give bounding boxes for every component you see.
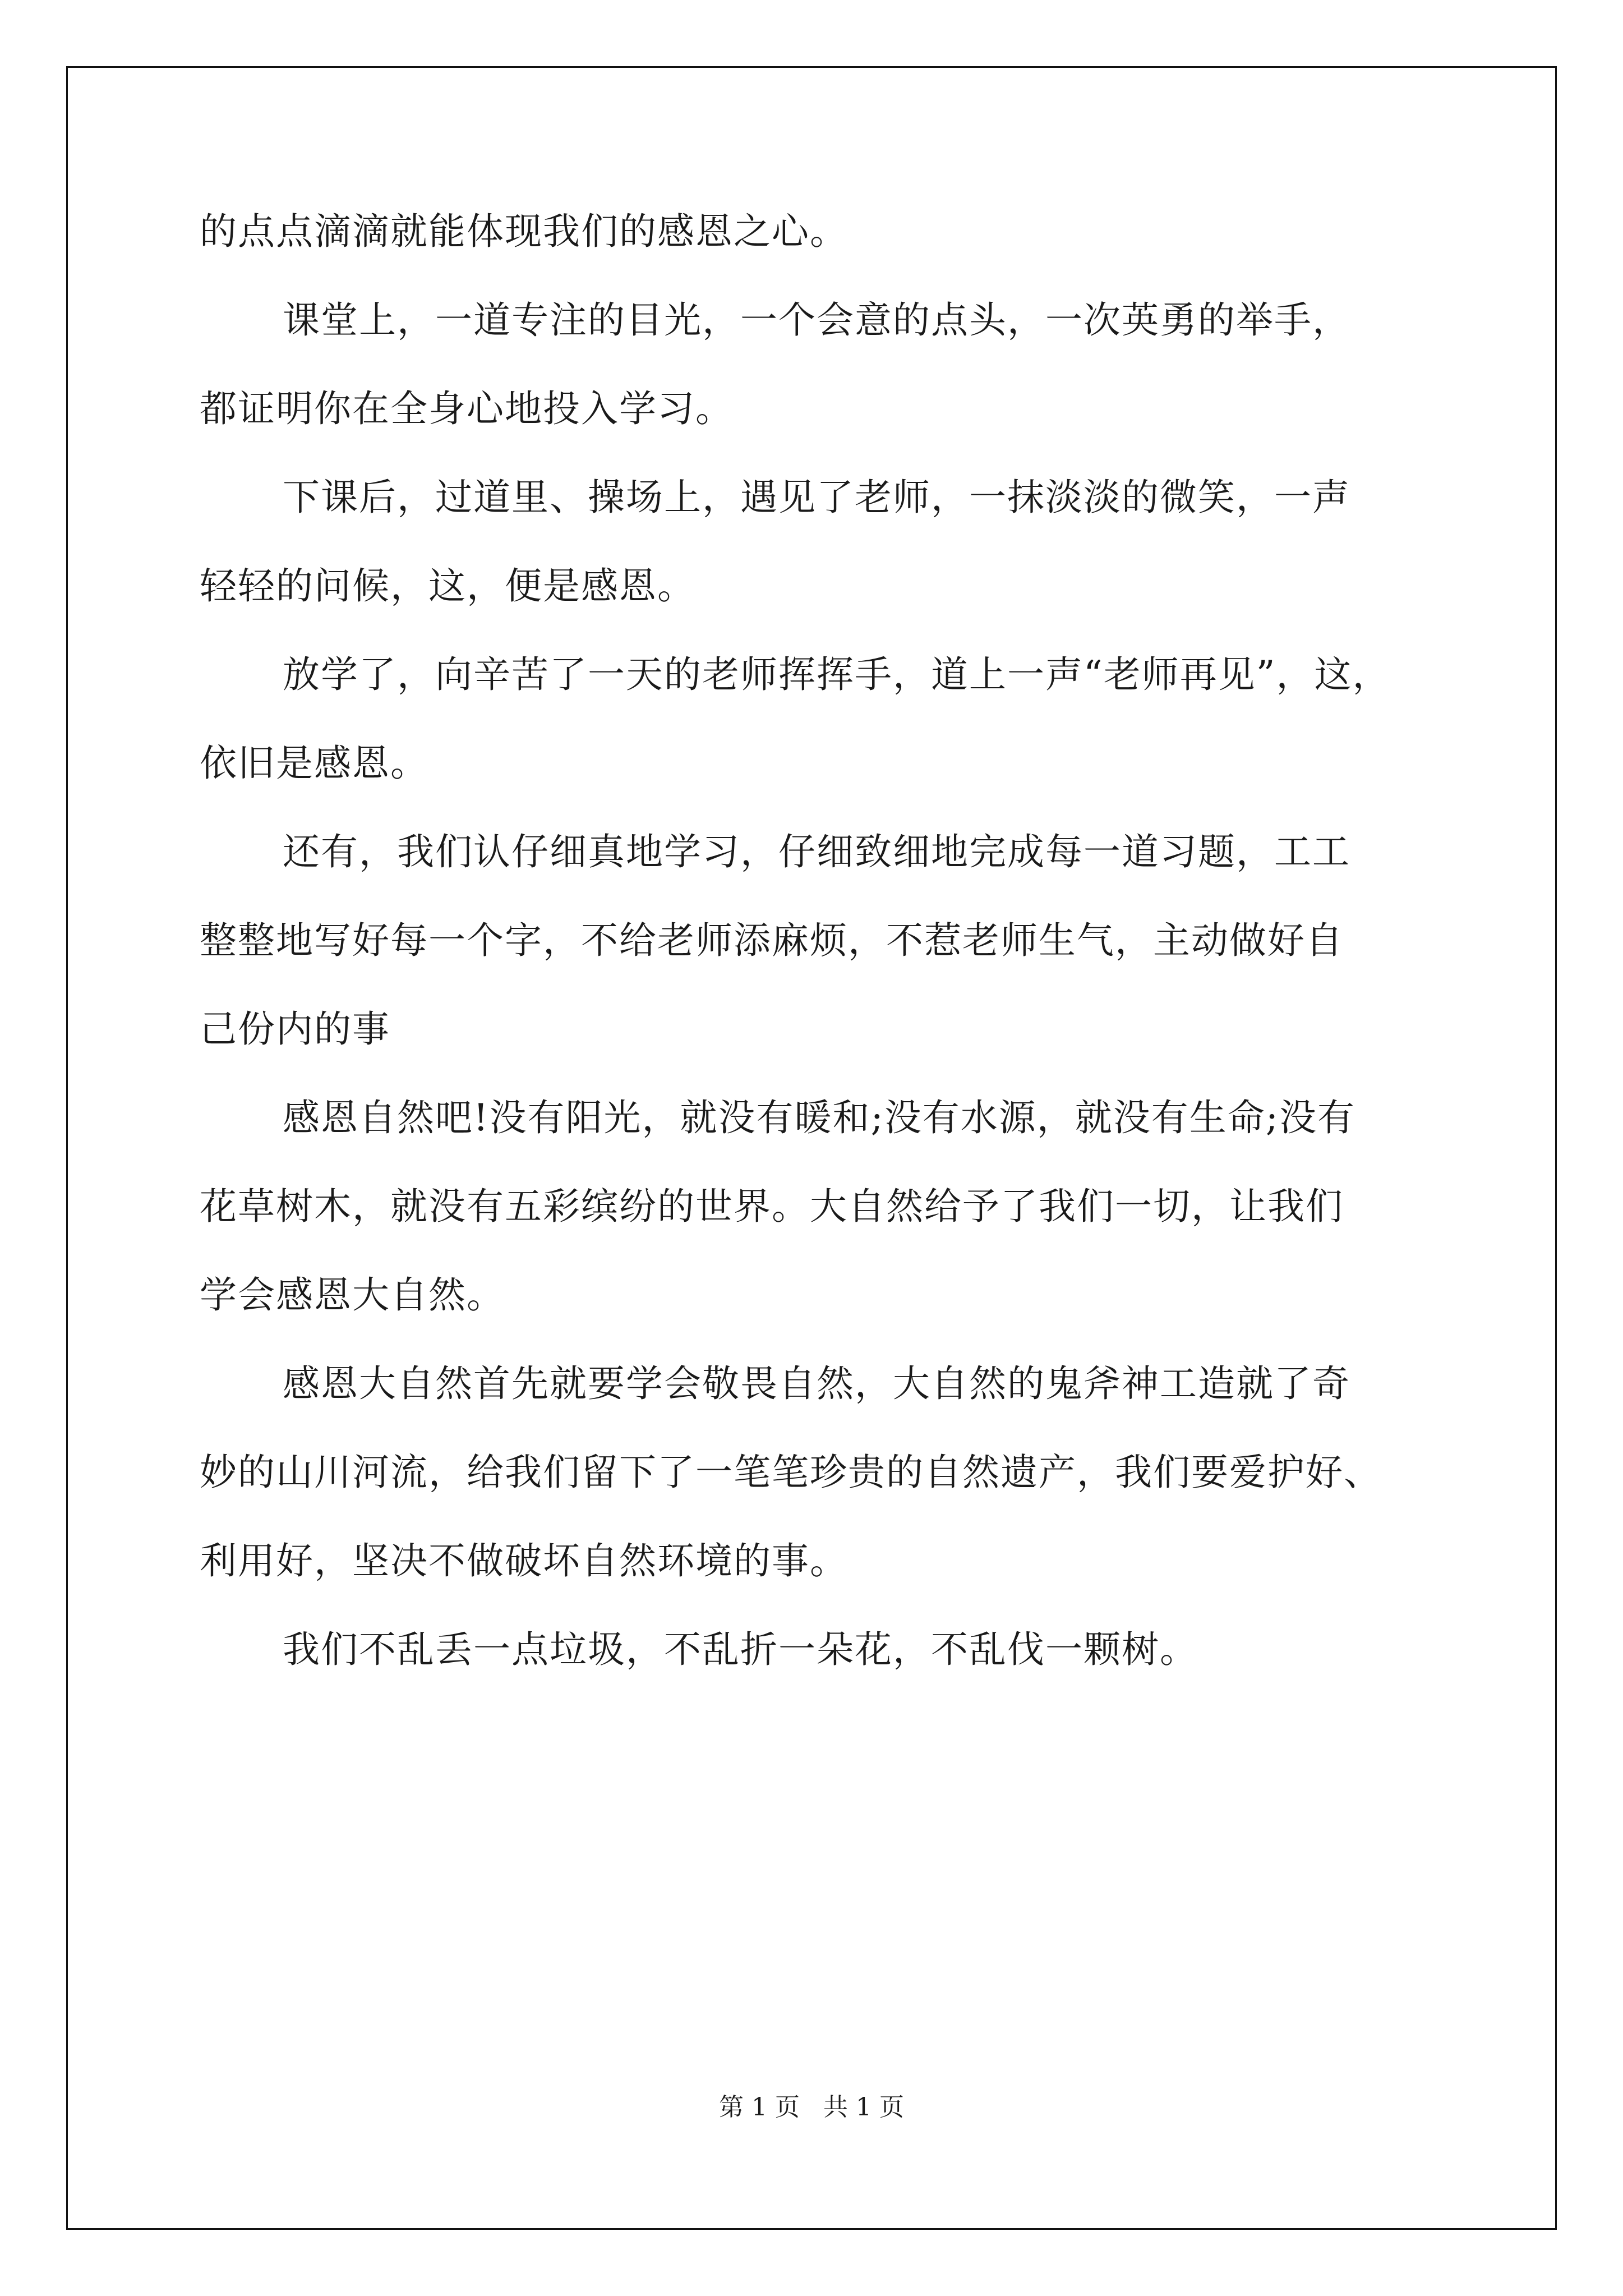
text-line: 感恩大自然首先就要学会敬畏自然，大自然的鬼斧神工造就了奇 (283, 1362, 1350, 1405)
text-line: 学会感恩大自然。 (200, 1273, 505, 1317)
text-line: 放学了，向辛苦了一天的老师挥挥手，道上一声“老师再见”，这， (283, 653, 1391, 696)
text-line: 整整地写好每一个字，不给老师添麻烦，不惹老师生气，主动做好自 (200, 919, 1344, 962)
text-line: 还有，我们认仔细真地学习，仔细致细地完成每一道习题，工工 (283, 830, 1350, 873)
text-line: 花草树木，就没有五彩缤纷的世界。大自然给予了我们一切，让我们 (200, 1185, 1344, 1228)
text-line: 感恩自然吧!没有阳光，就没有暖和;没有水源，就没有生命;没有 (283, 1096, 1355, 1139)
text-line: 都证明你在全身心地投入学习。 (200, 387, 734, 430)
text-line: 依旧是感恩。 (200, 742, 428, 785)
text-line: 我们不乱丢一点垃圾，不乱折一朵花，不乱伐一颗树。 (283, 1628, 1198, 1671)
text-line: 己份内的事 (200, 1007, 390, 1051)
text-line: 利用好，坚决不做破坏自然环境的事。 (200, 1539, 848, 1582)
text-line: 轻轻的问候，这，便是感恩。 (200, 564, 695, 608)
text-line: 的点点滴滴就能体现我们的感恩之心。 (200, 210, 848, 253)
text-line: 课堂上，一道专注的目光，一个会意的点头，一次英勇的举手， (283, 298, 1350, 342)
page-footer: 第 1 页 共 1 页 (719, 2093, 904, 2122)
text-line: 下课后，过道里、操场上，遇见了老师，一抹淡淡的微笑，一声 (283, 476, 1350, 519)
document-body (200, 210, 1473, 1720)
text-line: 妙的山川河流，给我们留下了一笔笔珍贵的自然遗产，我们要爱护好、 (200, 1451, 1382, 1494)
